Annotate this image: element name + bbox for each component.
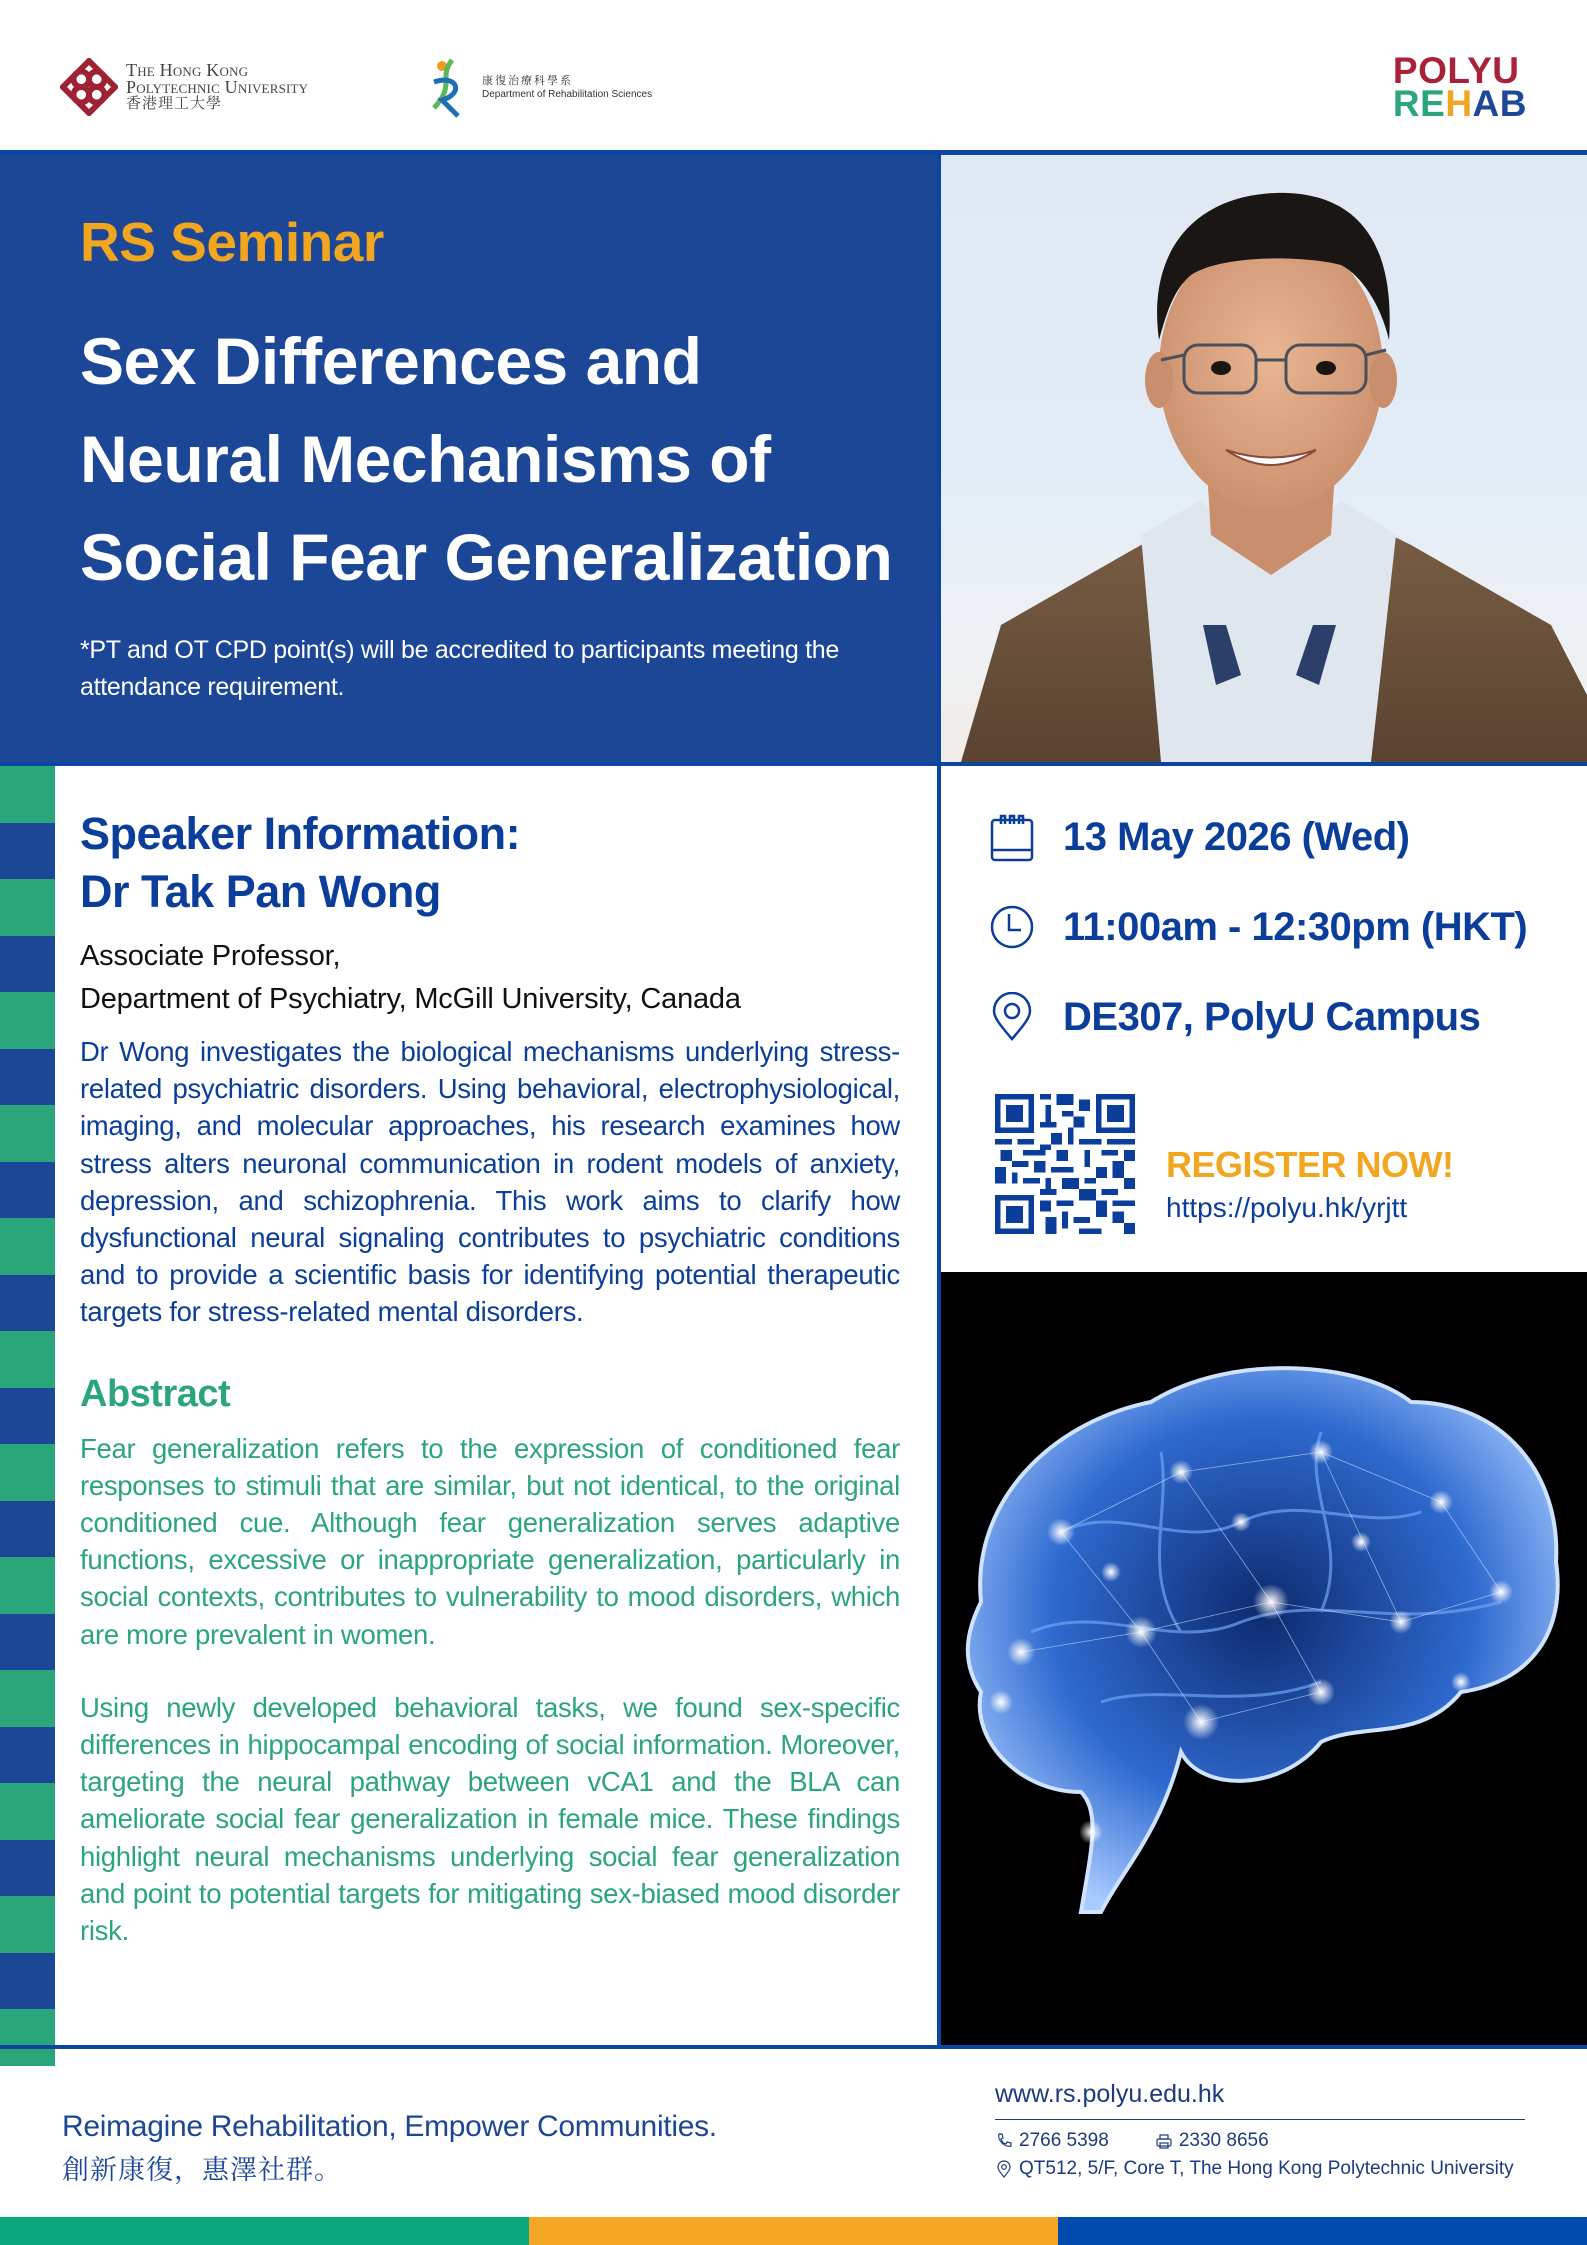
address: QT512, 5/F, Core T, The Hong Kong Polytechnic University (1019, 2158, 1514, 2179)
tagline-chinese: 創新康復，惠澤社群。 (62, 2155, 342, 2185)
speaker-name: Dr Tak Pan Wong (80, 866, 441, 917)
register-now-label: REGISTER NOW! (1166, 1144, 1454, 1185)
seminar-title (80, 312, 930, 606)
dept-name-english: Department of Rehabilitation Sciences (482, 89, 653, 100)
register-block (1166, 1144, 1454, 1224)
speaker-affiliation: Department of Psychiatry, McGill University, Canada (80, 983, 741, 1015)
location-pin-icon (995, 2160, 1013, 2178)
phone-number: 2766 5398 (1019, 2130, 1109, 2151)
abstract-paragraph: Fear generalization refers to the expression of conditioned fear responses to stimuli that are similar, but not identical, to the original conditioned cue. Although fear generalization serves adaptive functions, excessive or inappropriate generalization, particularly in social contexts, contributes to vulnerability to mood disorders, which are more prevalent in women. (80, 1432, 900, 1650)
speaker-heading (80, 805, 900, 921)
clock-icon (989, 902, 1035, 952)
decorative-strip (0, 766, 55, 2045)
title-line: Neural Mechanisms of (80, 422, 771, 496)
polyu-name-line2: Polytechnic University (126, 76, 309, 97)
calendar-icon (989, 812, 1035, 862)
event-venue (989, 992, 1480, 1042)
polyu-knot-icon (60, 58, 118, 116)
brain-illustration (941, 1272, 1587, 2045)
website-link[interactable]: www.rs.polyu.edu.hk (995, 2080, 1525, 2120)
speaker-portrait-illustration (941, 155, 1587, 762)
event-date (989, 812, 1409, 862)
event-date-text: 13 May 2026 (Wed) (1063, 814, 1410, 859)
brand-re: RE (1392, 83, 1446, 124)
brand-ab: AB (1472, 83, 1527, 124)
register-link[interactable]: https://polyu.hk/yrjtt (1166, 1192, 1408, 1223)
cpd-note: *PT and OT CPD point(s) will be accredited to participants meeting the attendance requirement. (80, 636, 840, 701)
title-line: Sex Differences and (80, 324, 702, 398)
speaker-role (80, 935, 900, 1021)
divider (0, 2045, 1587, 2049)
brand-h: H (1445, 83, 1473, 124)
polyu-name-line1: The Hong Kong (126, 59, 249, 80)
polyu-name-chinese: 香港理工大學 (126, 95, 223, 112)
glowing-brain-image (941, 1272, 1587, 2045)
phone-icon (995, 2132, 1013, 2150)
dept-name-chinese: 康復治療科學系 (482, 75, 573, 87)
location-pin-icon (989, 992, 1035, 1042)
event-details (941, 766, 1587, 1270)
event-time (989, 902, 1527, 952)
abstract-paragraph: Using newly developed behavioral tasks, we found sex-specific differences in hippocampal encoding of social information. Moreover, targeting the neural pathway between vCA1 and the BLA can ameliorate social fear generalization in female mice. These findings highlight neural mechanisms underlying social fear generalization and point to potential targets for mitigating sex-biased mood disorder risk. (80, 1691, 900, 1947)
registration-qr-code[interactable] (995, 1094, 1135, 1234)
polyu-rehab-logo (1392, 50, 1527, 124)
event-time-text: 11:00am - 12:30pm (HKT) (1063, 904, 1528, 949)
title-line: Social Fear Generalization (80, 520, 893, 594)
fax-icon (1155, 2132, 1173, 2150)
dept-logo (428, 58, 652, 118)
event-venue-text: DE307, PolyU Campus (1063, 994, 1481, 1039)
speaker-heading-label: Speaker Information: (80, 808, 521, 859)
tagline-english: Reimagine Rehabilitation, Empower Communities. (62, 2110, 717, 2143)
speaker-bio: Dr Wong investigates the biological mechanisms underlying stress-related psychiatric disorders. Using behavioral, electrophysiological, imaging, and molecular approaches, his research examines how stress alters neuronal communication in rodent models of anxiety, depression, and schizophrenia. This work aims to clarify how dysfunctional neural signaling contributes to psychiatric conditions and to provide a scientific basis for identifying potential therapeutic targets for stress-related mental disorders. (80, 1036, 900, 1328)
speaker-photo (941, 155, 1587, 762)
address-row (995, 2158, 1525, 2180)
seminar-label: RS Seminar (80, 211, 384, 273)
rehab-figure-icon (428, 58, 478, 118)
phone-fax-row (995, 2130, 1525, 2152)
tagline (62, 2110, 717, 2187)
abstract-heading: Abstract (80, 1372, 231, 1415)
footer-color-bar (0, 2217, 1587, 2245)
fax-number: 2330 8656 (1178, 2130, 1269, 2151)
polyu-logo (60, 58, 308, 116)
contact-block (995, 2080, 1525, 2180)
speaker-section (80, 805, 900, 1949)
header (0, 0, 1587, 150)
brand-line1: POLYU (1392, 50, 1520, 91)
speaker-title: Associate Professor, (80, 940, 341, 972)
